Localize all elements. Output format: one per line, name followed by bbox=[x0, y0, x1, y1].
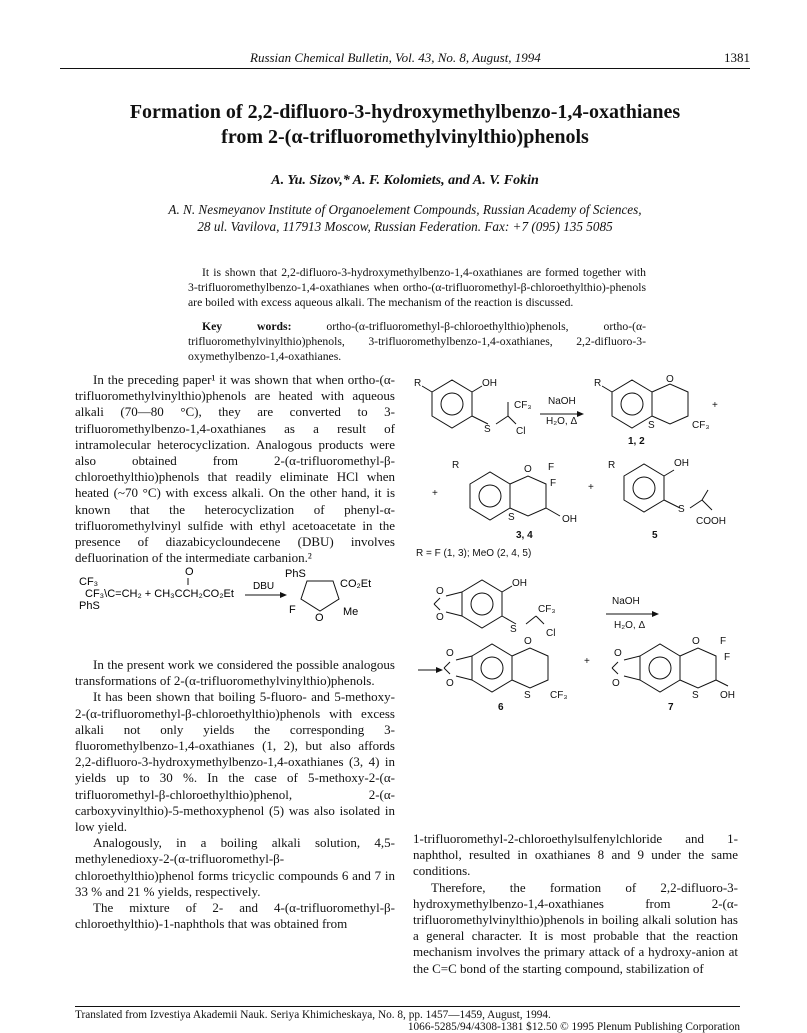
oxathiane-ring-34 bbox=[510, 476, 546, 516]
left-column-bottom bbox=[75, 657, 395, 932]
s1-34-f2: F bbox=[550, 478, 557, 489]
paragraph-4: Analogously, in a boiling alkali solution, 4,5-methylenedioxy-2-(α-trifluoromethyl-β-chloroethylthio)phenol forms tricyclic compounds 6 and 7 in 33 % and 21 % yields, respectively. bbox=[75, 835, 395, 899]
s2-cl: Cl bbox=[546, 628, 556, 639]
s6-o3: O bbox=[524, 636, 532, 647]
s7-f1: F bbox=[720, 636, 727, 647]
s6-o2: O bbox=[446, 678, 454, 689]
dbu-carbonyl-o: O bbox=[185, 566, 194, 578]
s6-cf3: CF₃ bbox=[550, 690, 568, 701]
article-title bbox=[60, 100, 750, 150]
journal-citation: Russian Chemical Bulletin, Vol. 43, No. 8, August, 1994 bbox=[250, 50, 541, 65]
reactant-ring-circle bbox=[441, 393, 463, 415]
s1-plus-2: + bbox=[432, 488, 438, 499]
scheme-2 bbox=[412, 578, 742, 778]
footer-copyright: 1066-5285/94/4308-1381 $12.50 © 1995 Plenum Publishing Corporation bbox=[407, 1021, 740, 1033]
s1-5-oh: OH bbox=[674, 458, 689, 469]
s1-34-s: S bbox=[508, 512, 515, 523]
cmpd-5: 5 bbox=[652, 530, 658, 541]
abstract-text: It is shown that 2,2-difluoro-3-hydroxymethylbenzo-1,4-oxathianes are formed together with 3-trifluoromethylbenzo-1,4-oxathianes when ortho-(α-trifluoromethyl-β-chloroethylthio)-phenols are boiled with excess aqueous alkali. The mechanism of the reaction is discussed. bbox=[188, 266, 646, 310]
s7-o3: O bbox=[692, 636, 700, 647]
scheme-1 bbox=[412, 372, 742, 562]
dbu-arrowhead bbox=[280, 592, 287, 598]
r-caption: R = F (1, 3); MeO (2, 4, 5) bbox=[416, 548, 532, 559]
left-column-top bbox=[75, 372, 395, 566]
cmpd-34: 3, 4 bbox=[516, 530, 533, 541]
paragraph-1: In the preceding paper¹ it was shown that when ortho-(α-trifluoromethylvinylthio)phenols are heated with aqueous alkali (70—80 °C), they are converted to 3-trifluoromethylbenzo-1,4-oxathianes as a result of intramolecular heterocyclization. Analogous products were also obtained from 2-(α-trifluoromethyl-β-chloroethylthio)phenols that readily eliminate HCl when heated (~70 °C) with excess alkali. On the other hand, it is known that the heterocyclization of phenyl-α-trifluoromethylvinyl sulfide with ethyl acetoacetate in the presence of diazabicycloundecene (DBU) involves defluorination of the intermediate carbanion.² bbox=[75, 372, 395, 566]
header-rule bbox=[60, 68, 750, 69]
cmpd-7: 7 bbox=[668, 702, 674, 713]
s1-oh: OH bbox=[482, 378, 497, 389]
dbu-product-phs: PhS bbox=[285, 568, 306, 580]
s1-s: S bbox=[484, 424, 491, 435]
s1-r: R bbox=[414, 378, 422, 389]
affiliation bbox=[60, 201, 750, 235]
dbu-phs-label: PhS bbox=[79, 600, 100, 612]
s7-o2: O bbox=[612, 678, 620, 689]
s1-5-s: S bbox=[678, 504, 685, 515]
paragraph-7: Therefore, the formation of 2,2-difluoro-3-hydroxymethylbenzo-1,4-oxathianes from 2-(α-trifluoromethylvinylthio)phenols in boiling alkali solution has a general character. It is most probable that the reaction mechanism involves the primary attack of a hydroxy-anion at the C=C bond of the starting compound, stabilization of bbox=[413, 879, 738, 976]
product-5-ring bbox=[624, 464, 664, 512]
title-line-1: Formation of 2,2-difluoro-3-hydroxymethylbenzo-1,4-oxathianes bbox=[129, 101, 681, 123]
s2-o1: O bbox=[436, 586, 444, 597]
reactant-ring bbox=[432, 380, 472, 428]
s1-naoh: NaOH bbox=[548, 396, 576, 407]
abstract bbox=[188, 265, 646, 372]
cmpd-12: 1, 2 bbox=[628, 436, 645, 447]
product-12-ring bbox=[612, 380, 652, 428]
s1-prod-s: S bbox=[648, 420, 655, 431]
s1-plus-3: + bbox=[588, 482, 594, 493]
s2-cf3: CF₃ bbox=[538, 604, 556, 615]
keywords-label: Key words: bbox=[202, 319, 292, 333]
cmpd7-ring bbox=[640, 644, 680, 692]
page-number: 1381 bbox=[724, 50, 750, 65]
s2-s: S bbox=[510, 624, 517, 635]
paragraph-2: In the present work we considered the possible analogous transformations of 2-(α-trifluoromethylvinylthio)phenols. bbox=[75, 657, 395, 689]
s2-naoh: NaOH bbox=[612, 596, 640, 607]
scheme1-arrowhead bbox=[577, 411, 584, 417]
s6-s: S bbox=[524, 690, 531, 701]
s1-5-cooh: COOH bbox=[696, 516, 726, 527]
product-34-ring bbox=[470, 472, 510, 520]
s1-34-oh: OH bbox=[562, 514, 577, 525]
cmpd6-ring bbox=[472, 644, 512, 692]
s1-cl: Cl bbox=[516, 426, 526, 437]
dbu-reagent: DBU bbox=[253, 581, 275, 592]
s2-reactant-ring bbox=[462, 580, 502, 628]
cmpd-6: 6 bbox=[498, 702, 504, 713]
s1-plus: + bbox=[712, 400, 718, 411]
s1-5-r: R bbox=[608, 460, 616, 471]
dbu-product-o: O bbox=[315, 612, 324, 624]
s7-oh: OH bbox=[720, 690, 735, 701]
s6-o1: O bbox=[446, 648, 454, 659]
s2-oh: OH bbox=[512, 578, 527, 589]
s7-f2: F bbox=[724, 652, 731, 663]
title-line-2: from 2-(α-trifluoromethylvinylthio)phenols bbox=[221, 126, 589, 148]
authors: A. Yu. Sizov,* A. F. Kolomiets, and A. V. Fokin bbox=[271, 173, 539, 188]
s1-prod-cf3: CF₃ bbox=[692, 420, 710, 431]
s2-plus: + bbox=[584, 656, 590, 667]
affiliation-line-2: 28 ul. Vavilova, 117913 Moscow, Russian Federation. Fax: +7 (095) 135 5085 bbox=[197, 219, 613, 234]
dbu-reaction-scheme bbox=[75, 563, 395, 635]
affiliation-line-1: A. N. Nesmeyanov Institute of Organoelement Compounds, Russian Academy of Sciences, bbox=[168, 202, 642, 217]
s1-34-f1: F bbox=[548, 462, 555, 473]
footer-rule bbox=[75, 1006, 740, 1007]
paragraph-3: It has been shown that boiling 5-fluoro- and 5-methoxy-2-(α-trifluoromethyl-β-chloroethylthio)phenols with excess alkali not only yields the corresponding 3-fluoromethylbenzo-1,4-oxathianes (1, 2), but also affords 2,2-difluoro-3-hydroxymethylbenzo-1,4-oxathianes (3, 4) in yields up to 30 %. In the case of 5-methoxy-2-(α-trifluoromethyl-β-chloroethylthio)phenol, 2-(α-carboxyvinylthio)-5-methoxyphenol (5) was also isolated in low yield. bbox=[75, 689, 395, 835]
s2-cond: H₂O, Δ bbox=[614, 620, 646, 631]
oxathiane-ring-12 bbox=[652, 384, 688, 424]
right-column-text bbox=[413, 831, 738, 977]
dbu-reactants: CF₃\C=CH₂ + CH₃CCH₂CO₂Et bbox=[85, 588, 234, 600]
paragraph-5: The mixture of 2- and 4-(α-trifluoromethyl-β-chloroethylthio)-1-naphthols that was obtained from bbox=[75, 900, 395, 932]
s1-prod-r: R bbox=[594, 378, 602, 389]
s7-o1: O bbox=[614, 648, 622, 659]
s2-o2: O bbox=[436, 612, 444, 623]
s1-34-o: O bbox=[524, 464, 532, 475]
dbu-product-me: Me bbox=[343, 606, 359, 618]
furan-ring bbox=[301, 581, 339, 611]
s1-prod-o: O bbox=[666, 374, 674, 385]
s1-cf3: CF₃ bbox=[514, 400, 532, 411]
footer-translation: Translated from Izvestiya Akademii Nauk. Seriya Khimicheskaya, No. 8, pp. 1457—1459, August, 1994. bbox=[75, 1009, 551, 1021]
dbu-cf3-label: CF₃ bbox=[79, 576, 99, 588]
keywords-text: ortho-(α-trifluoromethyl-β-chloroethylthio)phenols, ortho-(α-trifluoromethylvinylthio)phenols, 3-trifluoromethylbenzo-1,4-oxathianes, 2,2-difluoro-3-oxymethylbenzo-1,4-oxathianes. bbox=[188, 319, 646, 364]
s1-34-r: R bbox=[452, 460, 460, 471]
s7-s: S bbox=[692, 690, 699, 701]
dbu-product-f: F bbox=[289, 604, 296, 616]
paragraph-6: 1-trifluoromethyl-2-chloroethylsulfenylchloride and 1-naphthol, resulted in oxathianes 8 and 9 under the same conditions. bbox=[413, 831, 738, 879]
keywords bbox=[188, 319, 646, 365]
s1-cond: H₂O, Δ bbox=[546, 416, 578, 427]
dbu-product-co2et: CO₂Et bbox=[340, 578, 372, 590]
